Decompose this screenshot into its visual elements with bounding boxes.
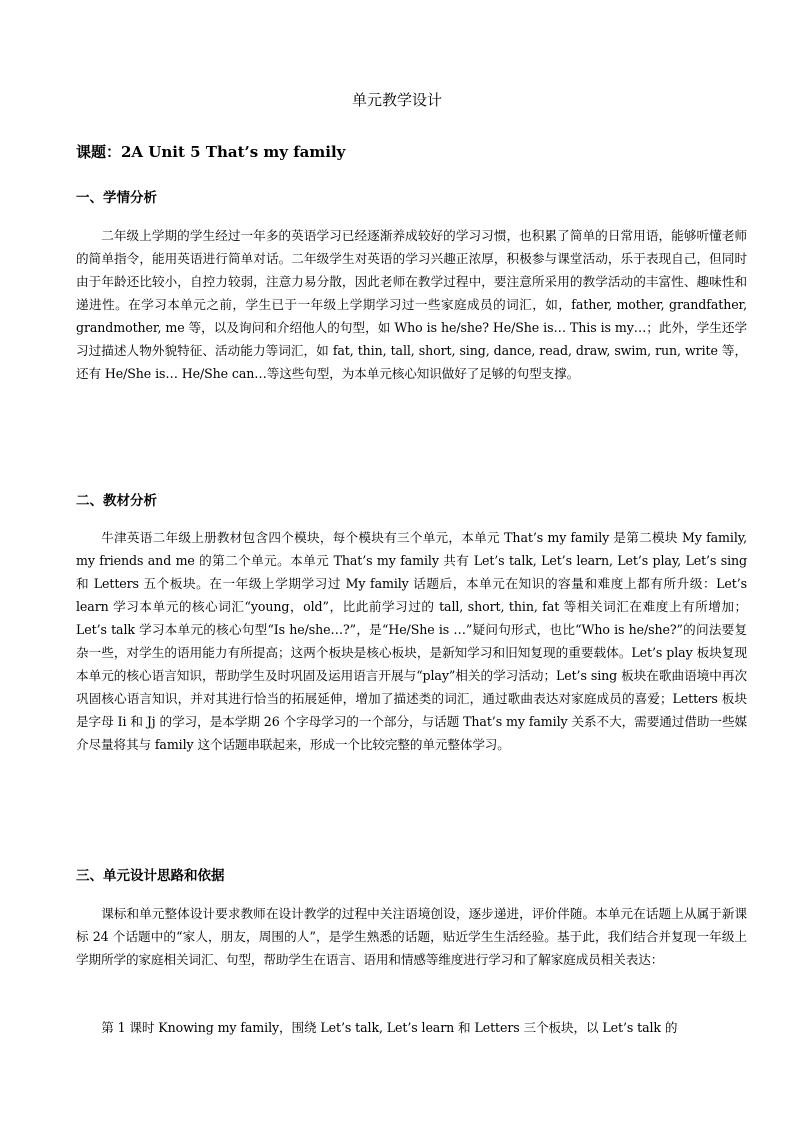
document-title: 单元教学设计	[351, 91, 442, 109]
section-heading-design-rationale: 三、单元设计思路和依据	[76, 868, 225, 884]
lesson-topic: 课题：2A Unit 5 That’s my family	[76, 143, 346, 161]
paragraph-textbook-analysis: 牛津英语二年级上册教材包含四个模块，每个模块有三个单元，本单元 That’s my family 是第二模块 My family, my friends and me 的第二个单元。本单元 That’s my family 共有 Let’s talk, Let’s learn, Let’s play, Let’s sing 和 Letters 五个板块。在一年级上学期学习过 My family 话题后，本单元在知识的容量和难度上都有所升级：Let’s learn 学习本单元的核心词汇“young，old”，比此前学习过的 tall, short, thin, fat 等相关词汇在难度上有所增加；Let’s talk 学习本单元的核心句型“Is he/she…?”，是“He/She is …”疑问句形式，也比“Who is he/she?”的问法要复杂一些，对学生的语用能力有所提高；这两个板块是核心板块，是新知学习和旧知复现的重要载体。Let’s play 板块复现本单元的核心语言知识，帮助学生及时巩固及运用语言开展与“play”相关的学习活动；Let’s sing 板块在歌曲语境中再次巩固核心语言知识，并对其进行恰当的拓展延伸，增加了描述类的词汇，通过歌曲表达对家庭成员的喜爱；Letters 板块是字母 Ii 和 Jj 的学习，是本学期 26 个字母学习的一个部分，与话题 That’s my family 关系不大，需要通过借助一些媒介尽量将其与 family 这个话题串联起来，形成一个比较完整的单元整体学习。	[76, 530, 747, 752]
section-heading-textbook-analysis: 二、教材分析	[76, 493, 157, 509]
paragraph-design-rationale: 课标和单元整体设计要求教师在设计教学的过程中关注语境创设，逐步递进，评价伴随。本单元在话题上从属于新课标 24 个话题中的“家人，朋友，周围的人”，是学生熟悉的话题，贴近学生生活经验。基于此，我们结合并复现一年级上学期所学的家庭相关词汇、句型，帮助学生在语言、语用和情感等维度进行学习和了解家庭成员相关表达：	[76, 906, 747, 967]
paragraph-learner-analysis: 二年级上学期的学生经过一年多的英语学习已经逐渐养成较好的学习习惯，也积累了简单的日常用语，能够听懂老师的简单指令，能用英语进行简单对话。二年级学生对英语的学习兴趣正浓厚，积极参与课堂活动，乐于表现自己，但同时由于年龄还比较小，自控力较弱，注意力易分散，因此老师在教学过程中，要注意所采用的教学活动的丰富性、趣味性和递进性。在学习本单元之前，学生已于一年级上学期学习过一些家庭成员的词汇，如，father, mother, grandfather, grandmother, me 等，以及询问和介绍他人的句型，如 Who is he/she? He/She is… This is my…；此外，学生还学习过描述人物外貌特征、活动能力等词汇，如 fat, thin, tall, short, sing, dance, read, draw, swim, run, write 等，还有 He/She is… He/She can…等这些句型，为本单元核心知识做好了足够的句型支撑。	[76, 228, 747, 381]
section-heading-learner-analysis: 一、学情分析	[76, 190, 157, 206]
paragraph-lesson-one: 第 1 课时 Knowing my family，围绕 Let’s talk, Let’s learn 和 Letters 三个板块，以 Let’s talk 的	[101, 1020, 678, 1035]
